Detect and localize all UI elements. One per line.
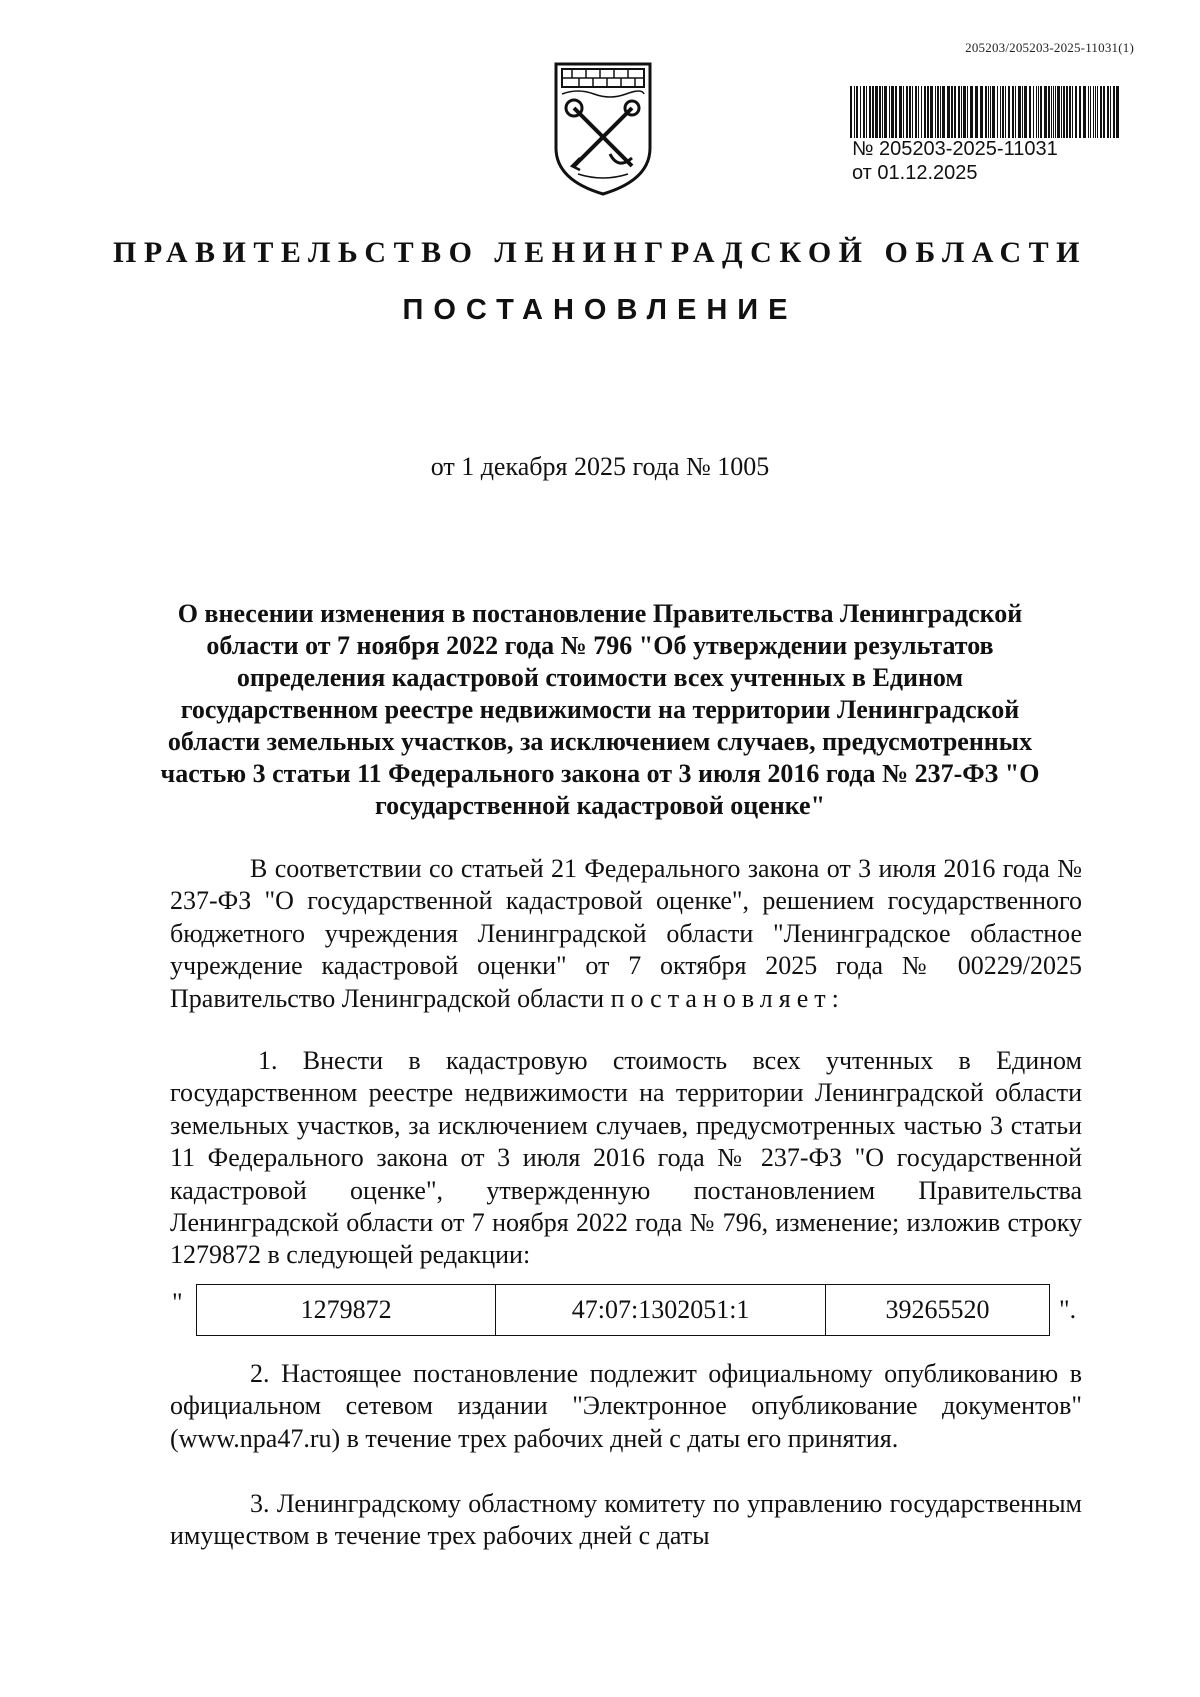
coat-of-arms-icon: [548, 58, 658, 198]
clause-3: [170, 1488, 1082, 1553]
clause-2-text: 2. Настоящее постановление подлежит официальному опубликованию в официальном сетевом издании "Электронное опубликование документов" (www.npa47.ru) в течение трех рабочих дней с даты его принятия.: [170, 1359, 1082, 1453]
document-title: О внесении изменения в постановление Правительства Ленинградской области от 7 ноября 2022 года № 796 "Об утверждении результатов определения кадастровой стоимости всех учтенных в Едином государственном реестре недвижимости на территории Ленинградской области земельных участков, за исключением случаев, предусмотренных частью 3 статьи 11 Федерального закона от 3 июля 2016 года № 237-ФЗ "О государственной кадастровой оценке": [160, 599, 1040, 820]
clause-2: [170, 1358, 1082, 1455]
registration-date: от 01.12.2025: [852, 162, 978, 184]
document-type: ПОСТАНОВЛЕНИЕ: [402, 294, 798, 326]
issuing-authority: ПРАВИТЕЛЬСТВО ЛЕНИНГРАДСКОЙ ОБЛАСТИ: [113, 236, 1087, 269]
resolves-word: постановляет:: [610, 983, 845, 1013]
preamble-text: В соответствии со статьей 21 Федерального закона от 3 июля 2016 года № 237-ФЗ "О государственной кадастровой оценке", решением государственного бюджетного учреждения Ленинградской области "Ленинградское областное учреждение кадастровой оценки" от 7 октября 2025 года № 00229/2025 Правительство Ленинградской области: [170, 854, 1082, 1013]
cadastral-value-cell: 39265520: [825, 1285, 1049, 1336]
table-open-quote: ": [172, 1288, 183, 1317]
cadastral-row-table: [196, 1284, 1050, 1336]
clause-1-text: 1. Внести в кадастровую стоимость всех учтенных в Едином государственном реестре недвижимости на территории Ленинградской области земельных участков, за исключением случаев, предусмотренных частью 3 статьи 11 Федерального закона от 3 июля 2016 года № 237-ФЗ "О государственной кадастровой оценке", утвержденную постановлением Правительства Ленинградской области от 7 ноября 2022 года № 796, изменение; изложив строку 1279872 в следующей редакции:: [170, 1046, 1082, 1270]
table-close-quote: ".: [1059, 1295, 1077, 1324]
document-tracking-code: 205203/205203-2025-11031(1): [965, 40, 1134, 55]
row-number-cell: 1279872: [197, 1285, 496, 1336]
table-row: [197, 1285, 1050, 1336]
registration-number: № 205203-2025-11031: [852, 138, 1058, 160]
preamble-paragraph: [170, 853, 1082, 1015]
cadastral-number-cell: 47:07:1302051:1: [496, 1285, 826, 1336]
document-date-number: от 1 декабря 2025 года № 1005: [430, 452, 770, 481]
clause-3-text: 3. Ленинградскому областному комитету по управлению государственным имуществом в течение трех рабочих дней с даты: [170, 1489, 1082, 1551]
barcode-icon: [848, 86, 1122, 138]
clause-1: [170, 1045, 1082, 1272]
